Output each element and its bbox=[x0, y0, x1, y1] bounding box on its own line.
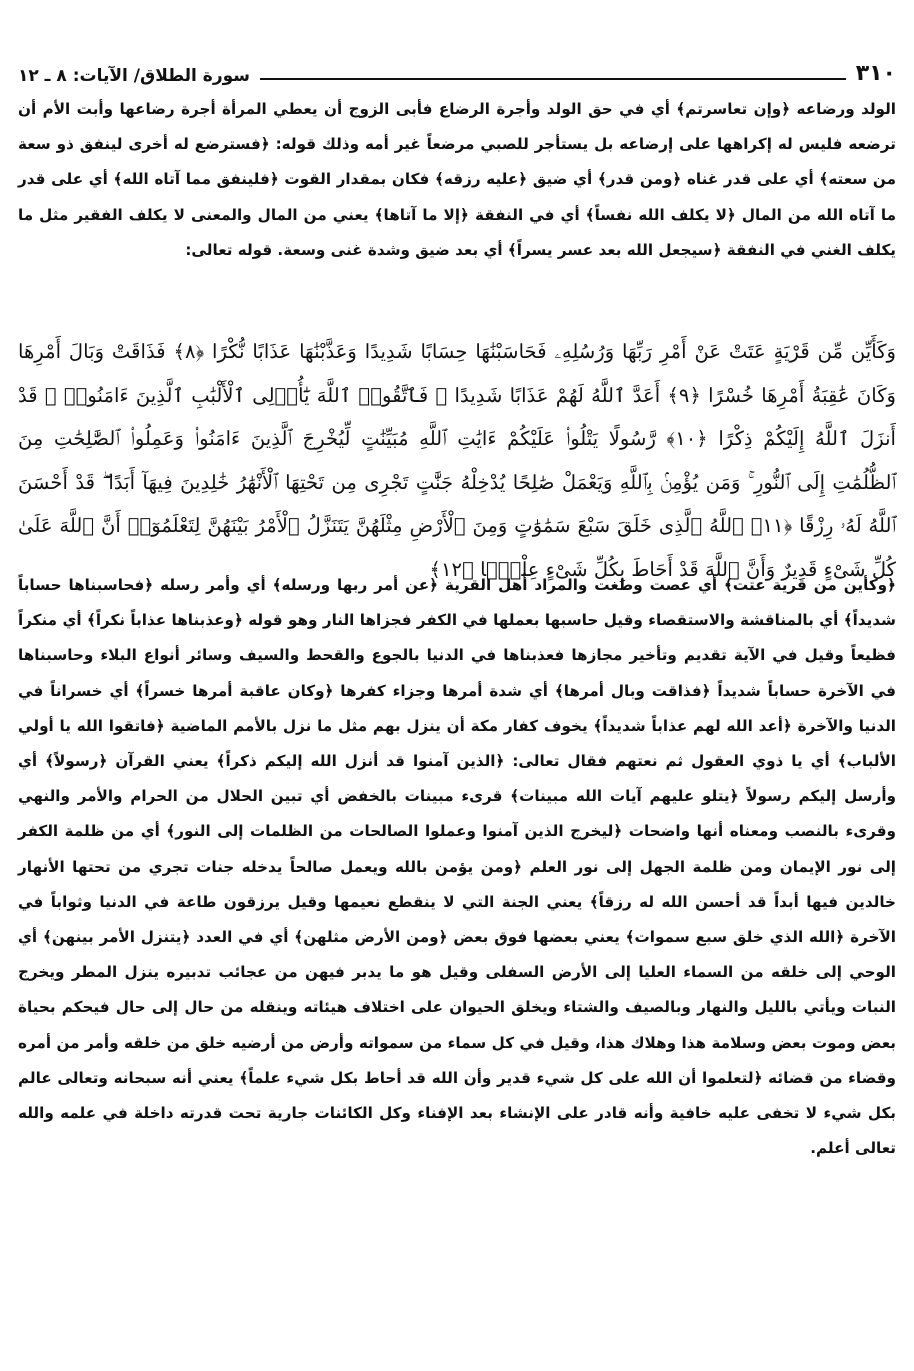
quran-verses: وَكَأَيِّن مِّن قَرْيَةٍ عَتَتْ عَنْ أَمْرِ رَبِّهَا وَرُسُلِهِۦ فَحَاسَبْنَٰهَا حِسَابًا شَدِيدًا وَعَذَّبْنَٰهَا عَذَابًا نُّكْرًا ﴿٨﴾ فَذَاقَتْ وَبَالَ أَمْرِهَا وَكَانَ عَٰقِبَةُ أَمْرِهَا خُسْرًا ﴿٩﴾ أَعَدَّ ٱللَّهُ لَهُمْ عَذَابًا شَدِيدًا ۖ فَٱتَّقُوا۟ ٱللَّهَ يَٰٓأُو۟لِى ٱلْأَلْبَٰبِ ٱلَّذِينَ ءَامَنُوا۟ ۚ قَدْ أَنزَلَ ٱللَّهُ إِلَيْكُمْ ذِكْرًا ﴿١٠﴾ رَّسُولًا يَتْلُوا۟ عَلَيْكُمْ ءَايَٰتِ ٱللَّهِ مُبَيِّنَٰتٍ لِّيُخْرِجَ ٱلَّذِينَ ءَامَنُوا۟ وَعَمِلُوا۟ ٱلصَّٰلِحَٰتِ مِنَ ٱلظُّلُمَٰتِ إِلَى ٱلنُّورِ ۚ وَمَن يُؤْمِنۢ بِٱللَّهِ وَيَعْمَلْ صَٰلِحًا يُدْخِلْهُ جَنَّٰتٍ تَجْرِى مِن تَحْتِهَا ٱلْأَنْهَٰرُ خَٰلِدِينَ فِيهَآ أَبَدًا ۖ قَدْ أَحْسَنَ ٱللَّهُ لَهُۥ رِزْقًا ﴿١١﴾ ٱللَّهُ ٱلَّذِى خَلَقَ سَبْعَ سَمَٰوَٰتٍ وَمِنَ ٱلْأَرْضِ مِثْلَهُنَّ يَتَنَزَّلُ ٱلْأَمْرُ بَيْنَهُنَّ لِتَعْلَمُوٓا۟ أَنَّ ٱللَّهَ عَلَىٰ كُلِّ شَىْءٍ قَدِيرٌ وَأَنَّ ٱللَّهَ قَدْ أَحَاطَ بِكُلِّ شَىْءٍ عِلْمًۢا ﴿١٢﴾ bbox=[18, 340, 897, 581]
page-number: ٣١٠ bbox=[855, 61, 896, 86]
commentary-paragraph: الولد ورضاعه ﴿وإن تعاسرتم﴾ أي في حق الولد وأجرة الرضاع فأبى الزوج أن يعطي المرأة أجرة رضاعها وأبت الأم أن ترضعه فليس له إكراهها على إرضاعه بل يستأجر للصبي مرضعاً غير أمه وذلك قوله: ﴿فسترضع له أخرى لينفق ذو سعة من سعته﴾ أي على قدر غناه ﴿ومن قدر﴾ أي ضيق ﴿عليه رزقه﴾ فكان بمقدار القوت ﴿فلينفق مما آتاه الله﴾ أي على قدر ما آتاه الله من المال ﴿لا يكلف الله نفساً﴾ أي في النفقة ﴿إلا ما آتاها﴾ يعني من المال والمعنى لا يكلف الفقير مثل ما يكلف الغني في النفقة ﴿سيجعل الله بعد عسر يسراً﴾ أي بعد ضيق وشدة غنى وسعة. قوله تعالى: bbox=[18, 100, 896, 259]
running-title: سورة الطلاق/ الآيات: ٨ ـ ١٢ bbox=[18, 66, 250, 86]
commentary-after-verses bbox=[18, 568, 896, 1166]
commentary-paragraph: ﴿وكأين من قرية عتت﴾ أي عصت وطغت والمراد أهل القرية ﴿عن أمر ربها ورسله﴾ أي وأمر رسله ﴿فحاسبناها حساباً شديداً﴾ أي بالمناقشة والاستقصاء وقيل حاسبها بعملها في الكفر فجزاها النار وهو قوله ﴿وعذبناها عذاباً نكراً﴾ أي منكراً فظيعاً وقيل في الآية تقديم وتأخير مجازها فعذبناها في الدنيا بالجوع والقحط والسيف وسائر أنواع البلاء وحاسبناها في الآخرة حساباً شديداً ﴿فذاقت وبال أمرها﴾ أي شدة أمرها وجزاء كفرها ﴿وكان عاقبة أمرها خسراً﴾ أي خسراناً في الدنيا والآخرة ﴿أعد الله لهم عذاباً شديداً﴾ يخوف كفار مكة أن ينزل بهم مثل ما نزل بالأمم الماضية ﴿فاتقوا الله يا أولي الألباب﴾ أي يا ذوي العقول ثم نعتهم فقال تعالى: ﴿الذين آمنوا قد أنزل الله إليكم ذكراً﴾ يعني القرآن ﴿رسولاً﴾ أي وأرسل إليكم رسولاً ﴿يتلو عليهم آيات الله مبينات﴾ قرىء مبينات بالخفض أي تبين الحلال من الحرام والأمر والنهي وقرىء بالنصب ومعناه أنها واضحات ﴿ليخرج الذين آمنوا وعملوا الصالحات من الظلمات إلى النور﴾ أي من ظلمة الكفر إلى نور الإيمان ومن ظلمة الجهل إلى نور العلم ﴿ومن يؤمن بالله ويعمل صالحاً يدخله جنات تجري من تحتها الأنهار خالدين فيها أبداً قد أحسن الله له رزقاً﴾ يعني الجنة التي لا ينقطع نعيمها وقيل يرزقون طاعة في الدنيا وثواباً في الآخرة ﴿الله الذي خلق سبع سموات﴾ يعني بعضها فوق بعض ﴿ومن الأرض مثلهن﴾ أي في العدد ﴿يتنزل الأمر بينهن﴾ أي الوحي إلى خلقه من السماء العليا إلى الأرض السفلى وقيل هو ما يدبر فيهن من عجائب تدبيره ينزل المطر ويخرج النبات ويأتي بالليل والنهار وبالصيف والشتاء ويخلق الحيوان على اختلاف هيئاته وينقله من حال إلى حال فيحكم بحياة بعض وموت بعض وسلامة هذا وهلاك هذا، وقيل في كل سماء من سمواته وأرض من أرضيه خلق من خلقه وأمر من أمره وقضاء من قضائه ﴿لتعلموا أن الله على كل شيء قدير وأن الله قد أحاط بكل شيء علماً﴾ يعني أنه سبحانه وتعالى عالم بكل شيء لا تخفى عليه خافية وأنه قادر على الإنشاء بعد الإفناء وكل الكائنات جارية تحت قدرته داخلة في علمه والله تعالى أعلم. bbox=[18, 576, 896, 1158]
page-header bbox=[18, 52, 896, 86]
quran-verses-block bbox=[18, 330, 896, 591]
header-rule bbox=[260, 78, 846, 80]
commentary-before-verses bbox=[18, 92, 896, 268]
